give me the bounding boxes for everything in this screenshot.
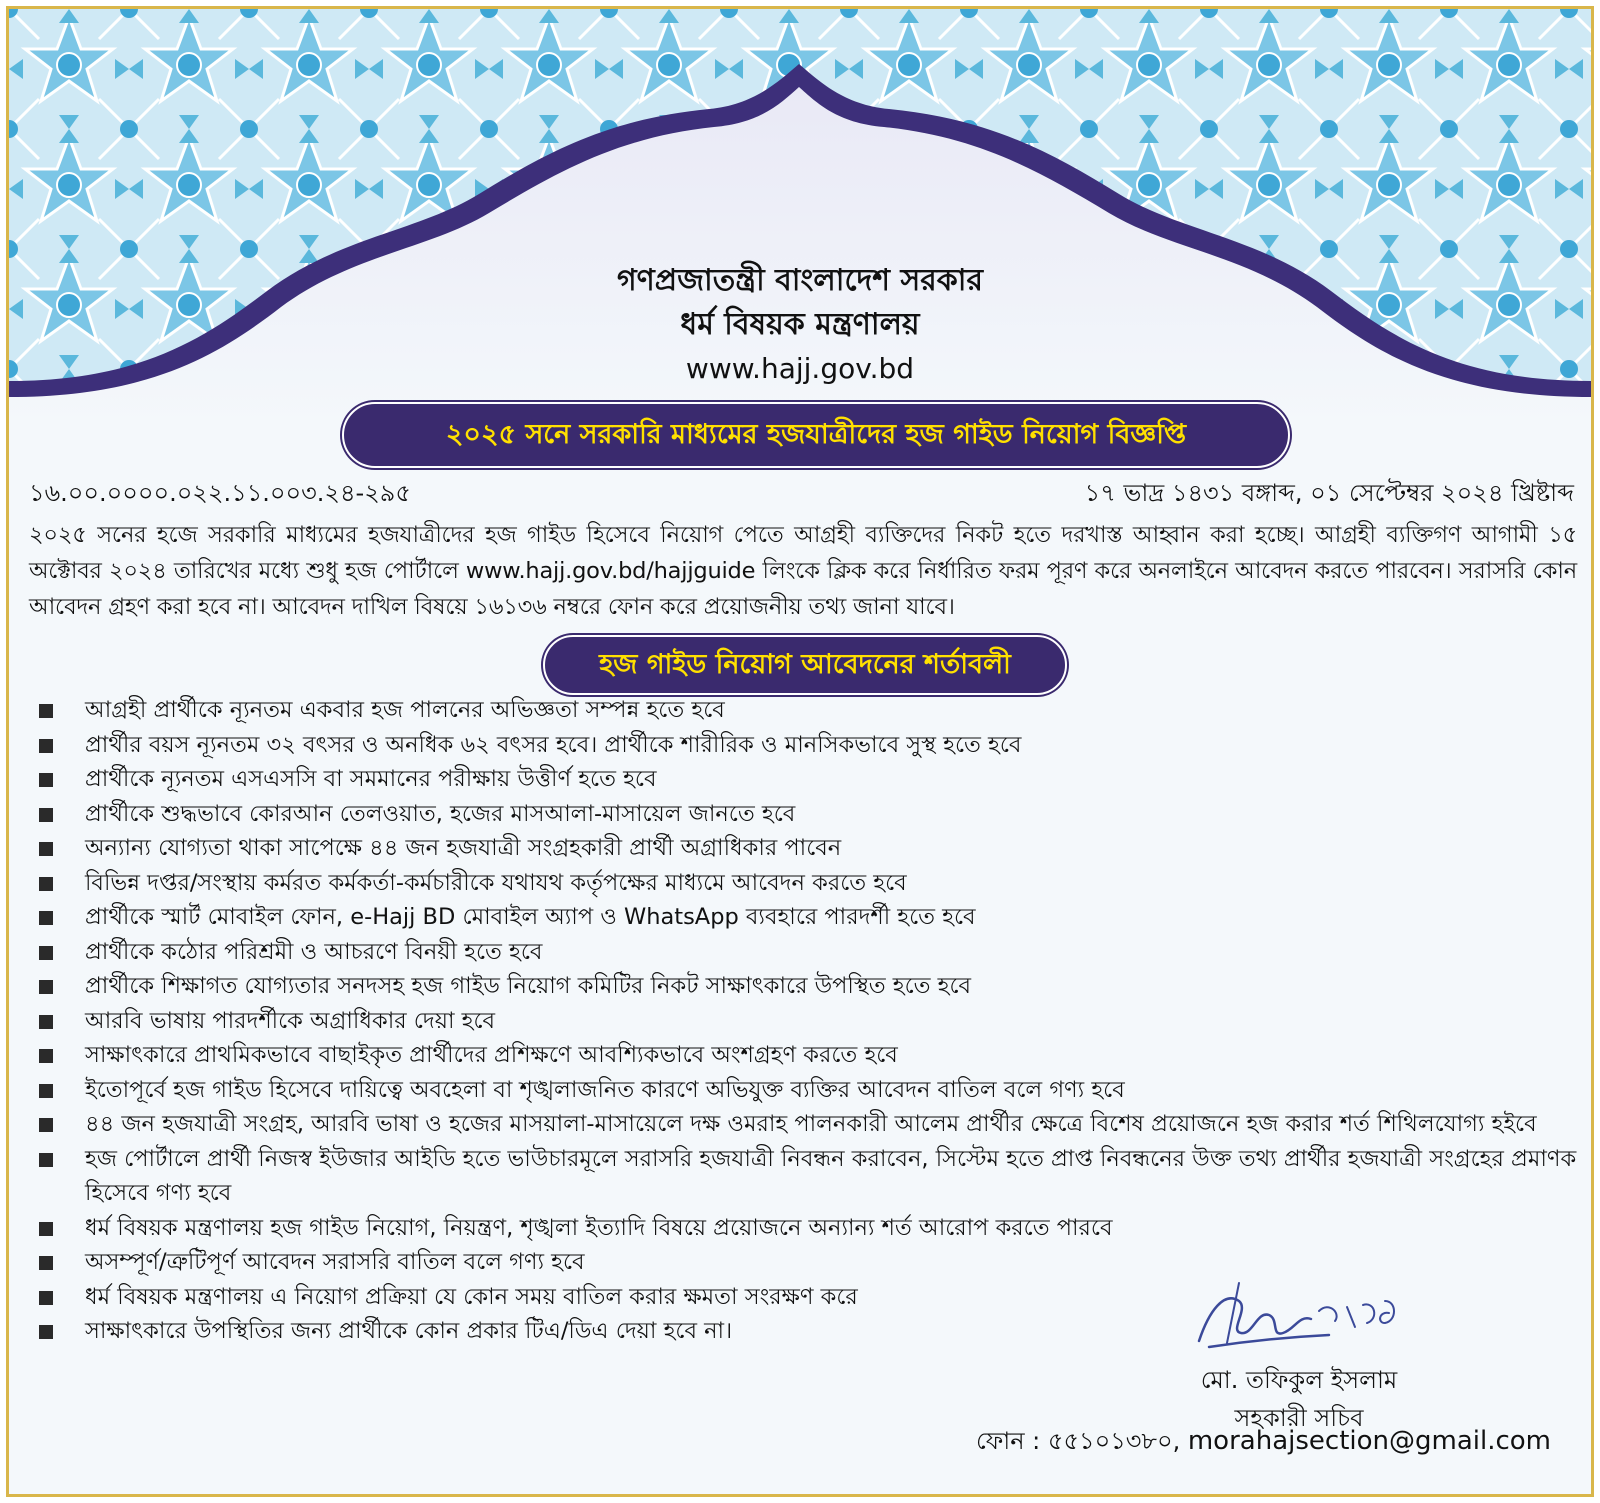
signatory-name: মো. তফিকুল ইসলাম bbox=[1200, 1366, 1398, 1394]
square-bullet-icon bbox=[39, 739, 53, 753]
condition-item: ৪৪ জন হজযাত্রী সংগ্রহ, আরবি ভাষা ও হজের মাসয়ালা-মাসায়েলে দক্ষ ওমরাহ পালনকারী আলেম প্রার্থীর ক্ষেত্রে বিশেষ প্রয়োজনে হজ করার শর্ত শিথিলযোগ্য হইবে bbox=[39, 1107, 1579, 1142]
condition-item: আরবি ভাষায় পারদর্শীকে অগ্রাধিকার দেয়া হবে bbox=[39, 1004, 1579, 1039]
square-bullet-icon bbox=[39, 980, 53, 994]
condition-item: প্রার্থীকে স্মার্ট মোবাইল ফোন, e-Hajj BD মোবাইল অ্যাপ ও WhatsApp ব্যবহারে পারদর্শী হতে হবে bbox=[39, 900, 1579, 935]
ministry-name: ধর্ম বিষয়ক মন্ত্রণালয় bbox=[680, 307, 920, 342]
contact-line bbox=[976, 1423, 1551, 1459]
square-bullet-icon bbox=[39, 1084, 53, 1098]
signatory-designation: সহকারী সচিব bbox=[1234, 1404, 1364, 1432]
handwritten-signature bbox=[1179, 1271, 1419, 1361]
condition-item: সাক্ষাৎকারে উপস্থিতির জন্য প্রার্থীকে কোন প্রকার টিএ/ডিএ দেয়া হবে না। bbox=[39, 1314, 1579, 1349]
square-bullet-icon bbox=[39, 1049, 53, 1063]
signature-block bbox=[1149, 1271, 1449, 1437]
square-bullet-icon bbox=[39, 911, 53, 925]
condition-item: প্রার্থীর বয়স ন্যূনতম ৩২ বৎসর ও অনধিক ৬২ বৎসর হবে। প্রার্থীকে শারীরিক ও মানসিকভাবে সুস্থ হতে হবে bbox=[39, 728, 1579, 763]
square-bullet-icon bbox=[39, 1118, 53, 1132]
condition-item: প্রার্থীকে কঠোর পরিশ্রমী ও আচরণে বিনয়ী হতে হবে bbox=[39, 935, 1579, 970]
square-bullet-icon bbox=[39, 808, 53, 822]
notice-frame bbox=[6, 6, 1594, 1497]
square-bullet-icon bbox=[39, 1256, 53, 1270]
square-bullet-icon bbox=[39, 1325, 53, 1339]
condition-item: ধর্ম বিষয়ক মন্ত্রণালয় এ নিয়োগ প্রক্রিয়া যে কোন সময় বাতিল করার ক্ষমতা সংরক্ষণ করে bbox=[39, 1280, 1579, 1315]
government-name: গণপ্রজাতন্ত্রী বাংলাদেশ সরকার bbox=[617, 263, 983, 298]
square-bullet-icon bbox=[39, 1222, 53, 1236]
phone-label: ফোন : bbox=[975, 1427, 1041, 1455]
condition-item: অসম্পূর্ণ/ত্রুটিপূর্ণ আবেদন সরাসরি বাতিল বলে গণ্য হবে bbox=[39, 1245, 1579, 1280]
square-bullet-icon bbox=[39, 1291, 53, 1305]
square-bullet-icon bbox=[39, 704, 53, 718]
header-block bbox=[9, 259, 1591, 391]
notice-title: ২০২৫ সনে সরকারি মাধ্যমের হজযাত্রীদের হজ গাইড নিয়োগ বিজ্ঞপ্তি bbox=[342, 402, 1290, 468]
condition-item: বিভিন্ন দপ্তর/সংস্থায় কর্মরত কর্মকর্তা-কর্মচারীকে যথাযথ কর্তৃপক্ষের মাধ্যমে আবেদন করতে হবে bbox=[39, 866, 1579, 901]
square-bullet-icon bbox=[39, 1153, 53, 1167]
square-bullet-icon bbox=[39, 842, 53, 856]
conditions-title: হজ গাইড নিয়োগ আবেদনের শর্তাবলী bbox=[543, 635, 1067, 695]
condition-item: সাক্ষাৎকারে প্রাথমিকভাবে বাছাইকৃত প্রার্থীদের প্রশিক্ষণে আবশ্যিকভাবে অংশগ্রহণ করতে হবে bbox=[39, 1038, 1579, 1073]
intro-paragraph: ২০২৫ সনের হজে সরকারি মাধ্যমের হজযাত্রীদের হজ গাইড হিসেবে নিয়োগ পেতে আগ্রহী ব্যক্তিদের নিকট হতে দরখাস্ত আহ্বান করা হচ্ছে। আগ্রহী ব্যক্তিগণ আগামী ১৫ অক্টোবর ২০২৪ তারিখের মধ্যে শুধু হজ পোর্টালে www.hajj.gov.bd/hajjguide লিংকে ক্লিক করে নির্ধারিত ফরম পূরণ করে অনলাইনে আবেদন করতে পারবেন। সরাসরি কোন আবেদন গ্রহণ করা হবে না। আবেদন দাখিল বিষয়ে ১৬১৩৬ নম্বরে ফোন করে প্রয়োজনীয় তথ্য জানা যাবে। bbox=[29, 522, 1577, 620]
square-bullet-icon bbox=[39, 877, 53, 891]
conditions-list bbox=[39, 693, 1579, 1349]
condition-item: প্রার্থীকে শুদ্ধভাবে কোরআন তেলওয়াত, হজের মাসআলা-মাসায়েল জানতে হবে bbox=[39, 797, 1579, 832]
website-url[interactable]: www.hajj.gov.bd bbox=[685, 352, 915, 385]
condition-item: ধর্ম বিষয়ক মন্ত্রণালয় হজ গাইড নিয়োগ, নিয়ন্ত্রণ, শৃঙ্খলা ইত্যাদি বিষয়ে প্রয়োজনে অন্যান্য শর্ত আরোপ করতে পারবে bbox=[39, 1211, 1579, 1246]
reference-line bbox=[29, 475, 1574, 511]
condition-item: প্রার্থীকে শিক্ষাগত যোগ্যতার সনদসহ হজ গাইড নিয়োগ কমিটির নিকট সাক্ষাৎকারে উপস্থিত হতে হবে bbox=[39, 969, 1579, 1004]
phone-number[interactable]: ৫৫১০১৩৮০, bbox=[1047, 1427, 1181, 1455]
square-bullet-icon bbox=[39, 946, 53, 960]
condition-item: প্রার্থীকে ন্যূনতম এসএসসি বা সমমানের পরীক্ষায় উত্তীর্ণ হতে হবে bbox=[39, 762, 1579, 797]
square-bullet-icon bbox=[39, 773, 53, 787]
square-bullet-icon bbox=[39, 1015, 53, 1029]
condition-item: আগ্রহী প্রার্থীকে ন্যূনতম একবার হজ পালনের অভিজ্ঞতা সম্পন্ন হতে হবে bbox=[39, 693, 1579, 728]
notice-date: ১৭ ভাদ্র ১৪৩১ বঙ্গাব্দ, ০১ সেপ্টেম্বর ২০২৪ খ্রিষ্টাব্দ bbox=[1084, 479, 1574, 507]
condition-item: হজ পোর্টালে প্রার্থী নিজস্ব ইউজার আইডি হতে ভাউচারমূলে সরাসরি হজযাত্রী নিবন্ধন করাবেন, সিস্টেম হতে প্রাপ্ত নিবন্ধনের উক্ত তথ্য প্রার্থীর হজযাত্রী সংগ্রহের প্রমাণক হিসেবে গণ্য হবে bbox=[39, 1142, 1579, 1211]
contact-email[interactable]: morahajsection@gmail.com bbox=[1187, 1426, 1551, 1456]
condition-item: ইতোপূর্বে হজ গাইড হিসেবে দায়িত্বে অবহেলা বা শৃঙ্খলাজনিত কারণে অভিযুক্ত ব্যক্তির আবেদন বাতিল বলে গণ্য হবে bbox=[39, 1073, 1579, 1108]
memo-number: ১৬.০০.০০০০.০২২.১১.০০৩.২৪-২৯৫ bbox=[29, 479, 411, 507]
condition-item: অন্যান্য যোগ্যতা থাকা সাপেক্ষে ৪৪ জন হজযাত্রী সংগ্রহকারী প্রার্থী অগ্রাধিকার পাবেন bbox=[39, 831, 1579, 866]
